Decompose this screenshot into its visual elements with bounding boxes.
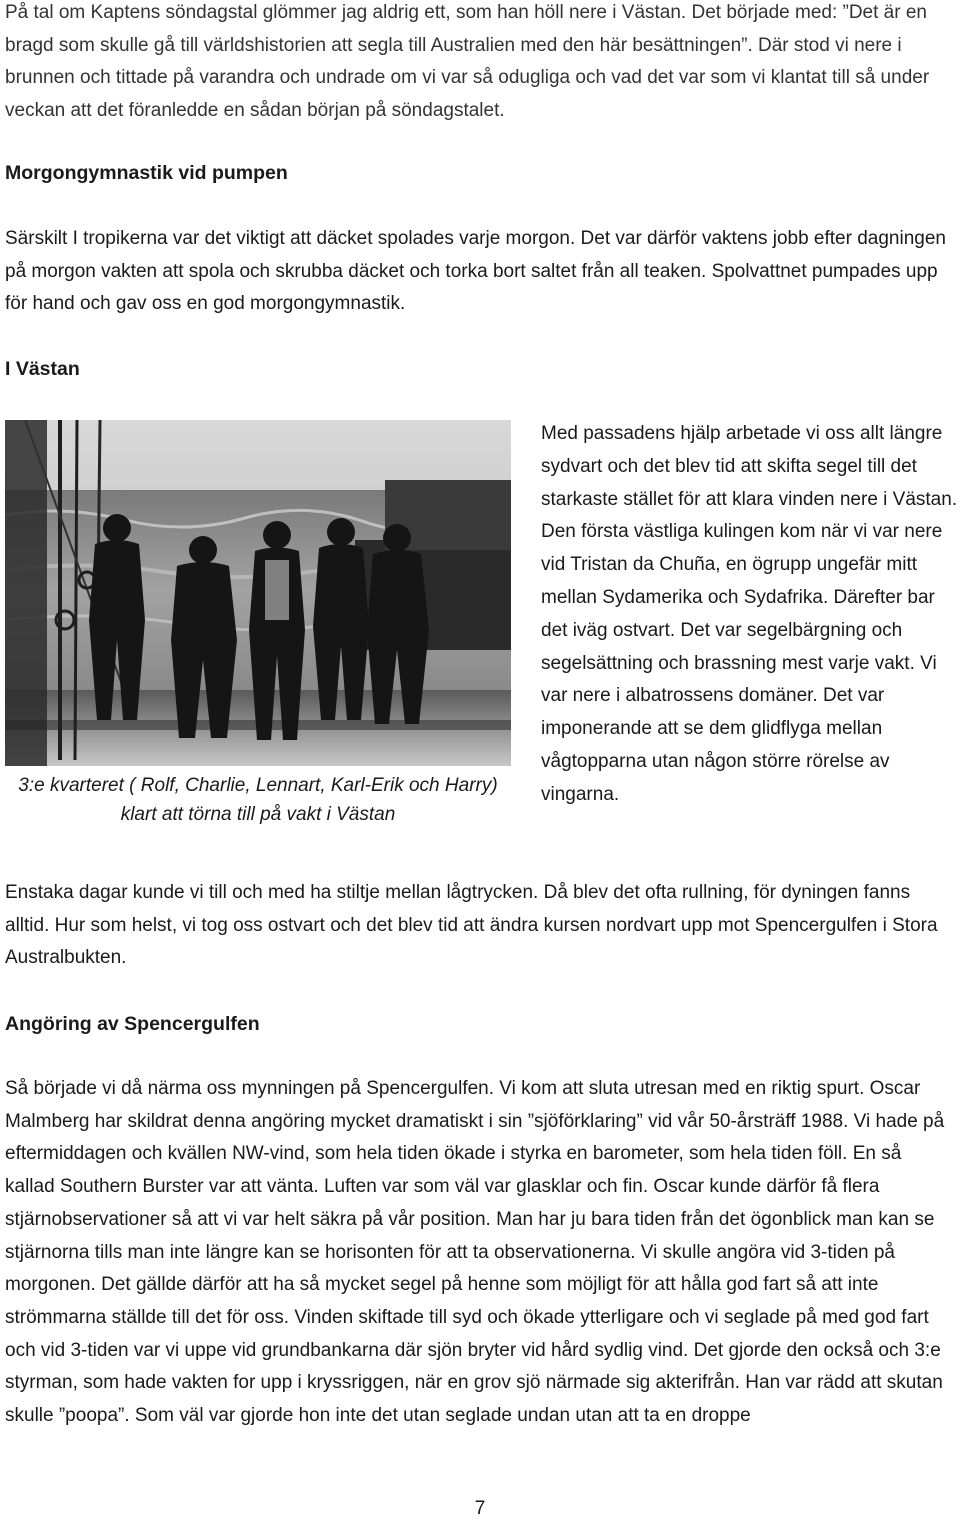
side-column-text: Med passadens hjälp arbetade vi oss allt längre sydvart och det blev tid att skifta segel till det starkaste stället för att klara vinden nere i Västan. Den första västliga kulingen kom när vi var nere vid Tristan da Chuña, en ögrupp ungefär mitt mellan Sydamerika och Sydafrika. Därefter bar det iväg ostvart. Det var segelbärgning och segelsättning och brassning mest varje vakt. Vi var nere i albatrossens domäner. Det var imponerande att se dem glidflyga mellan vågtopparna utan någon större rörelse av vingarna. (541, 423, 958, 805)
page-number: 7 (474, 1498, 486, 1519)
section-body-i-vastan: Enstaka dagar kunde vi till och med ha stiltje mellan lågtrycken. Då blev det ofta rullning, för dyningen fanns alltid. Hur som helst, vi tog oss ostvart och det blev tid att ändra kursen nordvart upp mot Spencergulfen i Stora Australbukten. (5, 882, 938, 969)
intro-paragraph: På tal om Kaptens söndagstal glömmer jag aldrig ett, som han höll nere i Västan. Det började med: ”Det är en bragd som skulle gå till världshistorien att segla till Australien med den här besättningen”. Där stod vi nere i brunnen och tittade på varandra och undrade om vi var så odugliga och vad det var som vi klantat till så under veckan att det föranledde en sådan början på söndagstalet. (5, 2, 930, 122)
section-body-morgongymnastik: Särskilt I tropikerna var det viktigt att däcket spolades varje morgon. Det var därför vaktens jobb efter dagningen på morgon vakten att spola och skrubba däcket och torka bort saltet från all teaken. Spolvattnet pumpades upp för hand och gav oss en god morgongymnastik. (5, 228, 946, 315)
crew-photo (5, 420, 511, 766)
section-body-spencergulfen: Så började vi då närma oss mynningen på Spencergulfen. Vi kom att sluta utresan med en riktig spurt. Oscar Malmberg har skildrat denna angöring mycket dramatiskt i sin ”sjöförklaring” vid vår 50-årsträff 1988. Vi hade på eftermiddagen och kvällen NW-vind, som hela tiden ökade i styrka en barometer, som hela tiden föll. En så kallad Southern Burster var att vänta. Luften var som väl var glasklar och fin. Oscar kunde därför få flera stjärnobservationer så att vi var helt säkra på vår position. Man har ju bara tiden från det ögonblick man kan se stjärnorna tills man inte längre kan se horisonten för att ta observationerna. Vi skulle angöra vid 3-tiden på morgonen. Det gällde därför att ha så mycket segel på henne som möjligt för att hålla god fart så att inte strömmarna ställde till det för oss. Vinden skiftade till syd och ökade ytterligare och vi seglade på med god fart och vid 3-tiden var vi uppe vid grundbankarna där sjön bryter vid hård sydlig vind. Det gjorde den också och 3:e styrman, som hade vakten for upp i kryssriggen, när en grov sjö närmade sig akterifrån. Han var rädd att skutan skulle ”poopa”. Som väl var gjorde hon inte det utan seglade undan utan att ta en droppe (5, 1078, 945, 1427)
section-heading-i-vastan: I Västan (5, 358, 80, 380)
section-heading-spencergulfen: Angöring av Spencergulfen (5, 1013, 260, 1035)
photo-caption: 3:e kvarteret ( Rolf, Charlie, Lennart, Karl-Erik och Harry) klart att törna till på vakt i Västan (18, 775, 498, 825)
section-heading-morgongymnastik: Morgongymnastik vid pumpen (5, 162, 288, 184)
